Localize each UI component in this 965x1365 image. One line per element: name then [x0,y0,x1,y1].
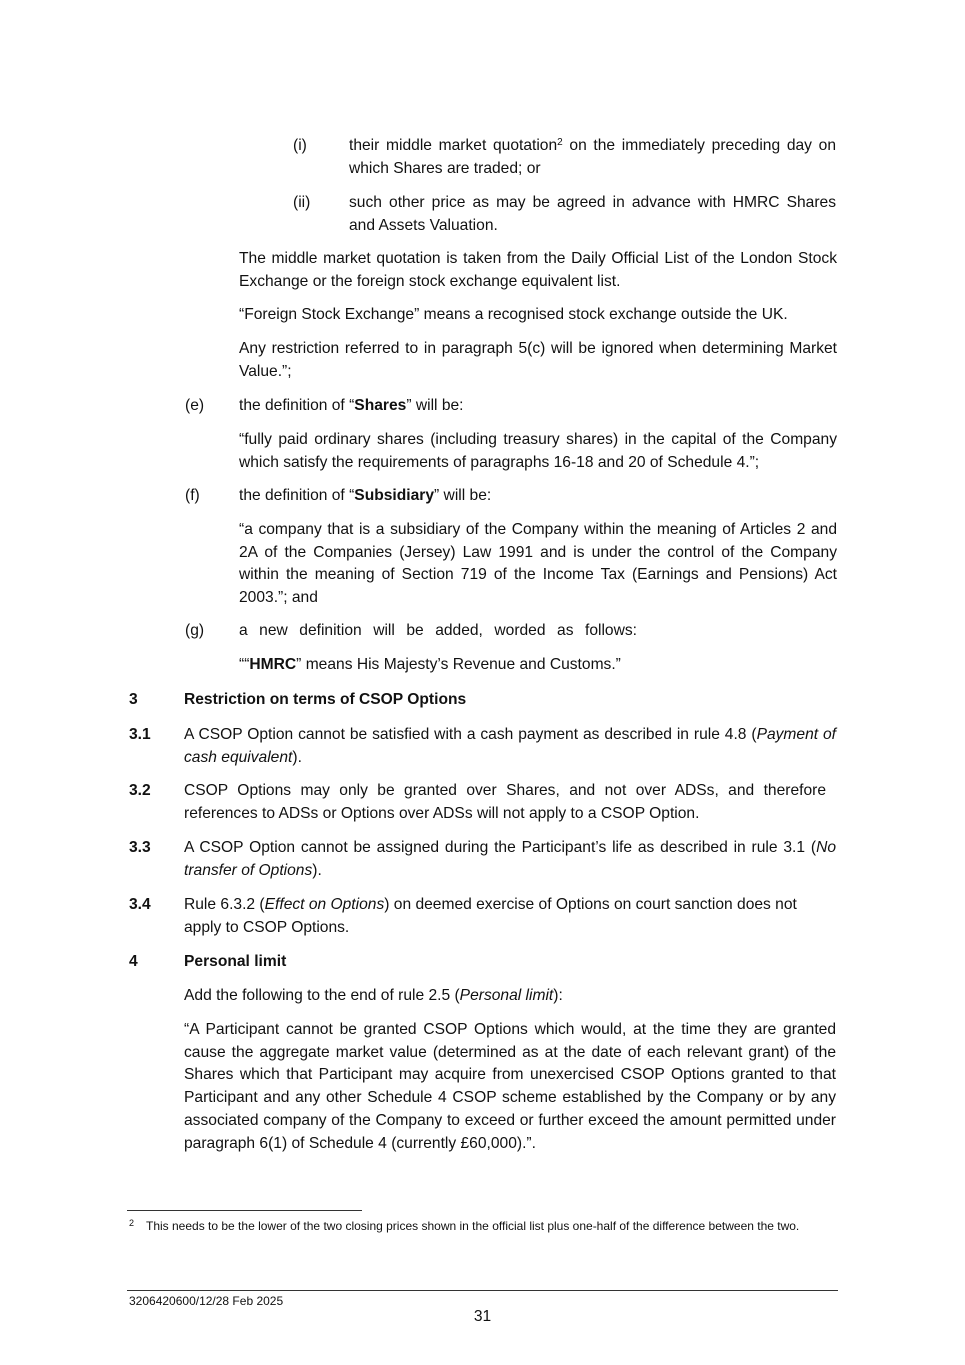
clause-3-3-text [184,837,836,882]
section-4-heading: Personal limit [184,953,287,970]
clause-3-1-number: 3.1 [129,726,151,743]
section-4-quote: “A Participant cannot be granted CSOP Options which would, at the time they are granted cause the aggregate market value (determined as at the date of each relevant grant) of the Shares which that Participant may acquire from unexercised CSOP Options granted to that Participant and any other Schedule 4 CSOP scheme established by the Company or by any associated company of the Company to exceed or further exceed the amount permitted under paragraph 6(1) of Schedule 4 (currently £60,000).”. [184,1021,836,1152]
footnote-ref[interactable]: 2 [557,137,563,148]
rule-reference: No transfer of Options [184,839,836,879]
text: A CSOP Option cannot be assigned during the Participant’s life as described in rule 3.1 ( [184,839,817,856]
item-g-quote [239,654,837,677]
text: ” means His Majesty’s Revenue and Customs.” [296,656,621,673]
section-3-heading: Restriction on terms of CSOP Options [184,691,467,708]
text: their middle market quotation [349,137,558,154]
footnote-mark: 2 [129,1218,135,1228]
item-g-text: a new definition will be added, worded as follows: [239,622,637,639]
text: ). [292,748,302,766]
clause-3-4-number: 3.4 [129,896,151,913]
clause-3-1-text [184,724,836,769]
foreign-stock-exchange-paragraph: “Foreign Stock Exchange” means a recognised stock exchange outside the UK. [239,306,788,323]
item-label-e: (e) [185,397,205,414]
text: Rule 6.3.2 ( [184,896,265,913]
middle-market-paragraph: The middle market quotation is taken from the Daily Official List of the London Stock Exchange or the foreign stock exchange equivalent list. [239,250,837,290]
item-label-g: (g) [185,622,205,639]
restriction-paragraph: Any restriction referred to in paragraph 5(c) will be ignored when determining Market Value.”; [239,340,837,380]
text: the definition of “ [239,397,355,414]
defined-term: Shares [354,397,407,414]
clause-3-2-text: CSOP Options may only be granted over Shares, and not over ADSs, and therefore references to ADSs or Options over ADSs will not apply to a CSOP Option. [184,782,826,822]
item-f-text [239,485,837,508]
footnote-text: This needs to be the lower of the two closing prices shown in the official list plus one-half of the difference between the two. [146,1219,800,1233]
section-4-number: 4 [129,953,138,970]
item-e-quote: “fully paid ordinary shares (including treasury shares) in the capital of the Company which satisfy the requirements of paragraphs 16-18 and 20 of Schedule 4.”; [239,431,837,471]
item-ii-text: such other price as may be agreed in advance with HMRC Shares and Assets Valuation. [349,194,836,234]
clause-3-4-text [184,894,829,939]
rule-reference: Payment of cash equivalent [184,726,837,766]
page-number: 31 [473,1308,492,1325]
rule-reference: Personal limit [459,987,554,1004]
text: ). [312,861,322,879]
text: the definition of “ [239,487,355,504]
item-label-ii: (ii) [293,194,311,211]
text: A CSOP Option cannot be satisfied with a cash payment as described in rule 4.8 ( [184,726,757,743]
item-label-f: (f) [185,487,200,504]
clause-3-2-number: 3.2 [129,782,151,799]
item-i-text [349,135,836,180]
item-f-quote: “a company that is a subsidiary of the Company within the meaning of Articles 2 and 2A of the Companies (Jersey) Law 1991 and is under the control of the Company within the meaning of Section 719 of the Income Tax (Earnings and Pensions) Act 2003.”; and [239,521,837,607]
footnote-separator [127,1210,362,1211]
document-reference: 3206420600/12/28 Feb 2025 [129,1294,284,1308]
text: ” will be: [434,487,492,504]
text: on the immediately preceding day on which Shares are traded; or [349,137,837,177]
section-3-number: 3 [129,691,138,708]
text: ” will be: [406,397,464,414]
text: ) on deemed exercise of Options on court sanction does not apply to CSOP Options. [184,896,797,936]
text: Add the following to the end of rule 2.5 ( [184,987,460,1004]
defined-term: HMRC [249,656,297,673]
clause-3-3-number: 3.3 [129,839,151,856]
footer-separator [127,1290,838,1291]
item-e-text [239,395,837,418]
text: ““ [239,656,250,673]
rule-reference: Effect on Options [264,896,385,913]
defined-term: Subsidiary [354,487,435,504]
text: ): [553,987,563,1004]
section-4-intro [184,985,836,1008]
item-label-i: (i) [293,137,307,154]
